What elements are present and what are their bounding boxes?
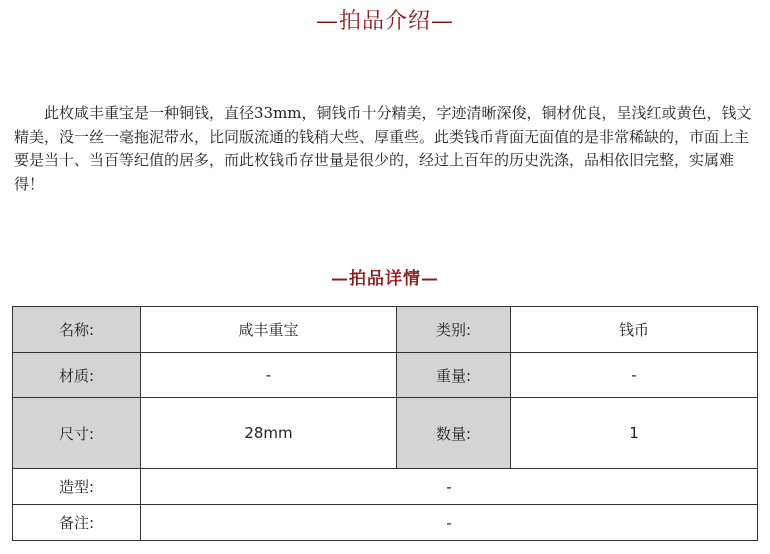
size-value: 28mm (141, 398, 397, 469)
table-row (13, 353, 758, 398)
intro-section-title: —拍品介绍— (315, 9, 454, 34)
table-row (13, 398, 758, 469)
name-value: 咸丰重宝 (141, 307, 397, 353)
quantity-value: 1 (511, 398, 758, 469)
table-row (13, 469, 758, 505)
material-value: - (141, 353, 397, 398)
material-label: 材质: (13, 353, 141, 398)
quantity-label: 数量: (397, 398, 511, 469)
shape-label: 造型: (13, 469, 141, 505)
weight-label: 重量: (397, 353, 511, 398)
details-table (12, 306, 758, 541)
table-row (13, 307, 758, 353)
table-row (13, 505, 758, 541)
shape-value: - (141, 469, 758, 505)
category-value: 钱币 (511, 307, 758, 353)
category-label: 类别: (397, 307, 511, 353)
remarks-label: 备注: (13, 505, 141, 541)
remarks-value: - (141, 505, 758, 541)
weight-value: - (511, 353, 758, 398)
intro-paragraph: 此枚咸丰重宝是一种铜钱，直径33mm，铜钱币十分精美，字迹清晰深俊，铜材优良，呈浅红或黄色，钱文精美，没一丝一毫拖泥带水，比同版流通的钱稍大些、厚重些。此类钱币背面无面值的是非常稀缺的，市面上主要是当十、当百等纪值的居多，而此枚钱币存世量是很少的，经过上百年的历史洗涤，品相依旧完整，实属难得！ (14, 104, 752, 193)
size-label: 尺寸: (13, 398, 141, 469)
name-label: 名称: (13, 307, 141, 353)
details-section-title: —拍品详情— (331, 269, 439, 289)
